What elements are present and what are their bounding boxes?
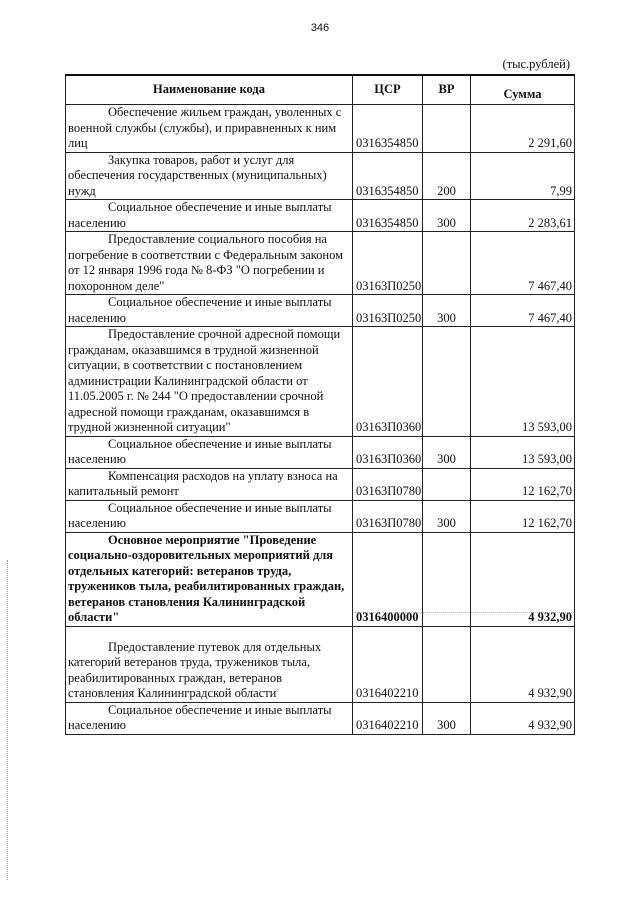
header-sum: Сумма [471, 75, 575, 105]
row-name: Компенсация расходов на уплату взноса на капитальный ремонт [68, 468, 338, 498]
row-sum: 7 467,40 [471, 232, 575, 295]
row-sum: 13 593,00 [471, 436, 575, 468]
row-csr: 03163П0780 [353, 500, 423, 532]
row-name: Основное мероприятие "Проведение социально-оздоровительных мероприятий для отдельных категорий: ветеранов труда, тружеников тыла, реабилитированных граждан, ветеранов становления Калининградской области" [68, 532, 345, 624]
row-csr: 03163П0250 [353, 232, 423, 295]
row-name-cell [66, 500, 353, 532]
row-sum: 12 162,70 [471, 468, 575, 500]
header-csr: ЦСР [353, 75, 423, 105]
row-sum: 4 932,90 [471, 626, 575, 702]
table-row [66, 532, 575, 626]
row-name: Предоставление срочной адресной помощи гражданам, оказавшимся в трудной жизненной ситуации, в соответствии с постановлением администрации Калининградской области от 11.05.2005 г. № 244 "О предоставлении срочной адресной помощи гражданам, оказавшимся в трудной жизненной ситуации" [68, 327, 341, 434]
row-name: Социальное обеспечение и иные выплаты населению [68, 702, 332, 732]
row-vr: 300 [423, 295, 471, 327]
table-row [66, 500, 575, 532]
table-row [66, 232, 575, 295]
row-vr [423, 626, 471, 702]
table-body [66, 105, 575, 735]
units-label: (тыс.рублей) [502, 57, 570, 71]
row-name-cell [66, 295, 353, 327]
row-csr: 0316354850 [353, 200, 423, 232]
budget-table [65, 74, 575, 735]
table-header-row [66, 75, 575, 105]
table-row [66, 200, 575, 232]
row-name-cell [66, 105, 353, 153]
header-vr: ВР [423, 75, 471, 105]
row-csr: 0316402210 [353, 702, 423, 734]
row-name-cell [66, 468, 353, 500]
table-row [66, 152, 575, 200]
row-csr: 03163П0250 [353, 295, 423, 327]
row-vr [423, 532, 471, 626]
row-name: Предоставление путевок для отдельных категорий ветеранов труда, тружеников тыла, реабилитированных граждан, ветеранов становления Калининградской области [68, 639, 322, 700]
row-name-cell [66, 232, 353, 295]
row-sum: 4 932,90 [471, 532, 575, 626]
row-name: Предоставление социального пособия на погребение в соответствии с Федеральным законом от 12 января 1996 года № 8-ФЗ "О погребении и похоронном деле" [68, 232, 344, 293]
row-name-cell [66, 702, 353, 734]
row-vr: 200 [423, 152, 471, 200]
table-row [66, 295, 575, 327]
row-csr: 0316402210 [353, 626, 423, 702]
row-vr: 300 [423, 702, 471, 734]
row-sum: 2 291,60 [471, 105, 575, 153]
row-name: Социальное обеспечение и иные выплаты населению [68, 500, 332, 530]
row-spacer [68, 627, 350, 640]
header-name: Наименование кода [66, 75, 353, 105]
row-sum: 13 593,00 [471, 327, 575, 437]
row-name-cell [66, 532, 353, 626]
row-name-cell [66, 200, 353, 232]
row-csr: 0316354850 [353, 105, 423, 153]
row-sum: 2 283,61 [471, 200, 575, 232]
row-name: Социальное обеспечение и иные выплаты населению [68, 200, 332, 230]
row-csr: 03163П0360 [353, 436, 423, 468]
row-vr [423, 232, 471, 295]
row-vr: 300 [423, 500, 471, 532]
row-vr [423, 468, 471, 500]
table-row [66, 327, 575, 437]
row-vr: 300 [423, 436, 471, 468]
row-name-cell [66, 626, 353, 702]
row-name: Закупка товаров, работ и услуг для обеспечения государственных (муниципальных) нужд [68, 152, 327, 198]
table-row [66, 468, 575, 500]
row-vr: 300 [423, 200, 471, 232]
row-name: Обеспечение жильем граждан, уволенных с военной службы (службы), и приравненных к ним лиц [68, 105, 342, 150]
table-row [66, 436, 575, 468]
row-csr: 0316400000 [353, 532, 423, 626]
row-name: Социальное обеспечение и иные выплаты населению [68, 295, 332, 325]
table-row [66, 626, 575, 702]
row-sum: 7 467,40 [471, 295, 575, 327]
table-row [66, 702, 575, 734]
row-csr: 03163П0360 [353, 327, 423, 437]
row-vr [423, 105, 471, 153]
margin-dotted-line [7, 560, 8, 880]
row-csr: 03163П0780 [353, 468, 423, 500]
row-name-cell [66, 152, 353, 200]
row-sum: 4 932,90 [471, 702, 575, 734]
row-vr [423, 327, 471, 437]
row-sum: 7,99 [471, 152, 575, 200]
page-number: 346 [310, 22, 330, 34]
row-name-cell [66, 327, 353, 437]
row-csr: 0316354850 [353, 152, 423, 200]
row-name-cell [66, 436, 353, 468]
row-sum: 12 162,70 [471, 500, 575, 532]
row-name: Социальное обеспечение и иные выплаты населению [68, 436, 332, 466]
table-row [66, 105, 575, 153]
